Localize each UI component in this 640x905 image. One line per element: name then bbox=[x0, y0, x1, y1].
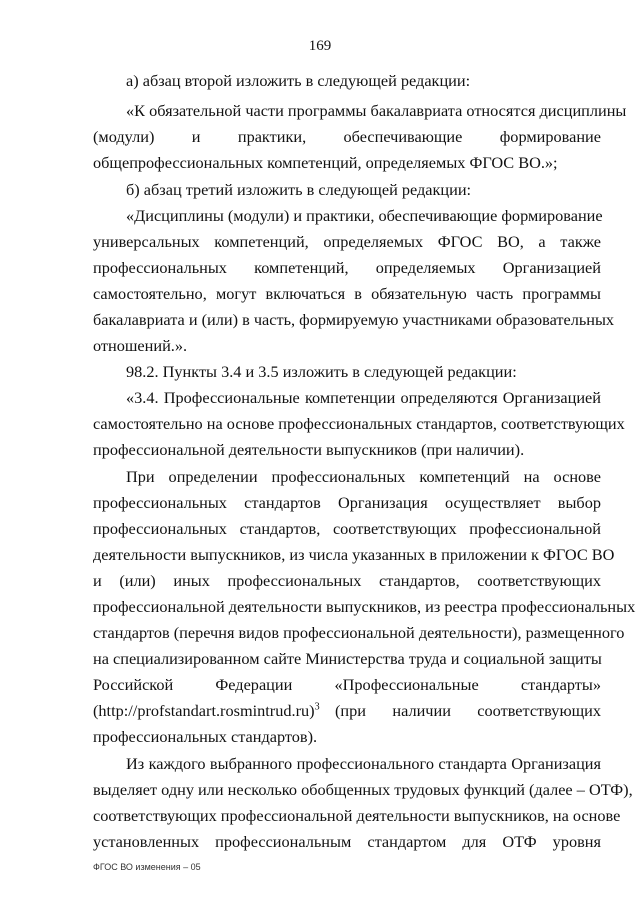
text-line: выделяет одну или несколько обобщенных трудовых функций (далее – ОТФ), bbox=[93, 780, 633, 799]
text-line: «К обязательной части программы бакалавриата относятся дисциплины bbox=[126, 101, 627, 120]
text-line: отношений.». bbox=[93, 336, 188, 355]
footnote-url: (http://profstandart.rosmintrud.ru) bbox=[93, 701, 315, 720]
page-footer: ФГОС ВО изменения – 05 bbox=[93, 862, 201, 872]
text-line: профессиональных компетенций, определяемых Организацией bbox=[93, 258, 601, 277]
text-line: самостоятельно на основе профессиональных стандартов, соответствующих bbox=[93, 414, 625, 433]
page-number: 169 bbox=[308, 38, 332, 54]
text-line: деятельности выпускников, из числа указанных в приложении к ФГОС ВО bbox=[93, 545, 615, 564]
text-line: стандартов (перечня видов профессиональной деятельности), размещенного bbox=[93, 623, 625, 642]
text-line: «3.4. Профессиональные компетенции определяются Организацией bbox=[126, 388, 601, 407]
text-line: общепрофессиональных компетенций, определяемых ФГОС ВО.»; bbox=[93, 153, 558, 172]
text-line: «Дисциплины (модули) и практики, обеспечивающие формирование bbox=[126, 206, 603, 225]
text-line: профессиональных стандартов). bbox=[93, 727, 318, 746]
text-line: б) абзац третий изложить в следующей редакции: bbox=[126, 180, 472, 199]
text-line: Российской Федерации «Профессиональные стандарты» bbox=[93, 675, 601, 694]
text-line: (модули) и практики, обеспечивающие формирование bbox=[93, 127, 601, 146]
text-line: Из каждого выбранного профессионального стандарта Организация bbox=[126, 754, 601, 773]
text-fragment: (при наличии соответствующих bbox=[335, 701, 601, 720]
text-line: профессиональных стандартов Организация осуществляет выбор bbox=[93, 493, 601, 512]
text-line: на специализированном сайте Министерства труда и социальной защиты bbox=[93, 649, 602, 668]
text-line-with-footnote bbox=[93, 701, 601, 721]
text-line: и (или) иных профессиональных стандартов, соответствующих bbox=[93, 571, 601, 590]
text-line: универсальных компетенций, определяемых ФГОС ВО, а также bbox=[93, 232, 601, 251]
text-line: соответствующих профессиональной деятельности выпускников, на основе bbox=[93, 806, 621, 825]
text-line: При определении профессиональных компетенций на основе bbox=[126, 467, 601, 486]
text-line: а) абзац второй изложить в следующей редакции: bbox=[126, 71, 471, 90]
text-line: установленных профессиональным стандартом для ОТФ уровня bbox=[93, 832, 601, 851]
text-line: самостоятельно, могут включаться в обязательную часть программы bbox=[93, 284, 601, 303]
text-line: профессиональной деятельности выпускников, из реестра профессиональных bbox=[93, 597, 636, 616]
text-line: бакалавриата и (или) в часть, формируемую участниками образовательных bbox=[93, 310, 615, 329]
text-line: профессиональных стандартов, соответствующих профессиональной bbox=[93, 519, 601, 538]
text-line: 98.2. Пункты 3.4 и 3.5 изложить в следующей редакции: bbox=[126, 362, 517, 381]
text-line: профессиональной деятельности выпускников (при наличии). bbox=[93, 440, 525, 459]
footnote-marker: 3 bbox=[314, 701, 320, 713]
